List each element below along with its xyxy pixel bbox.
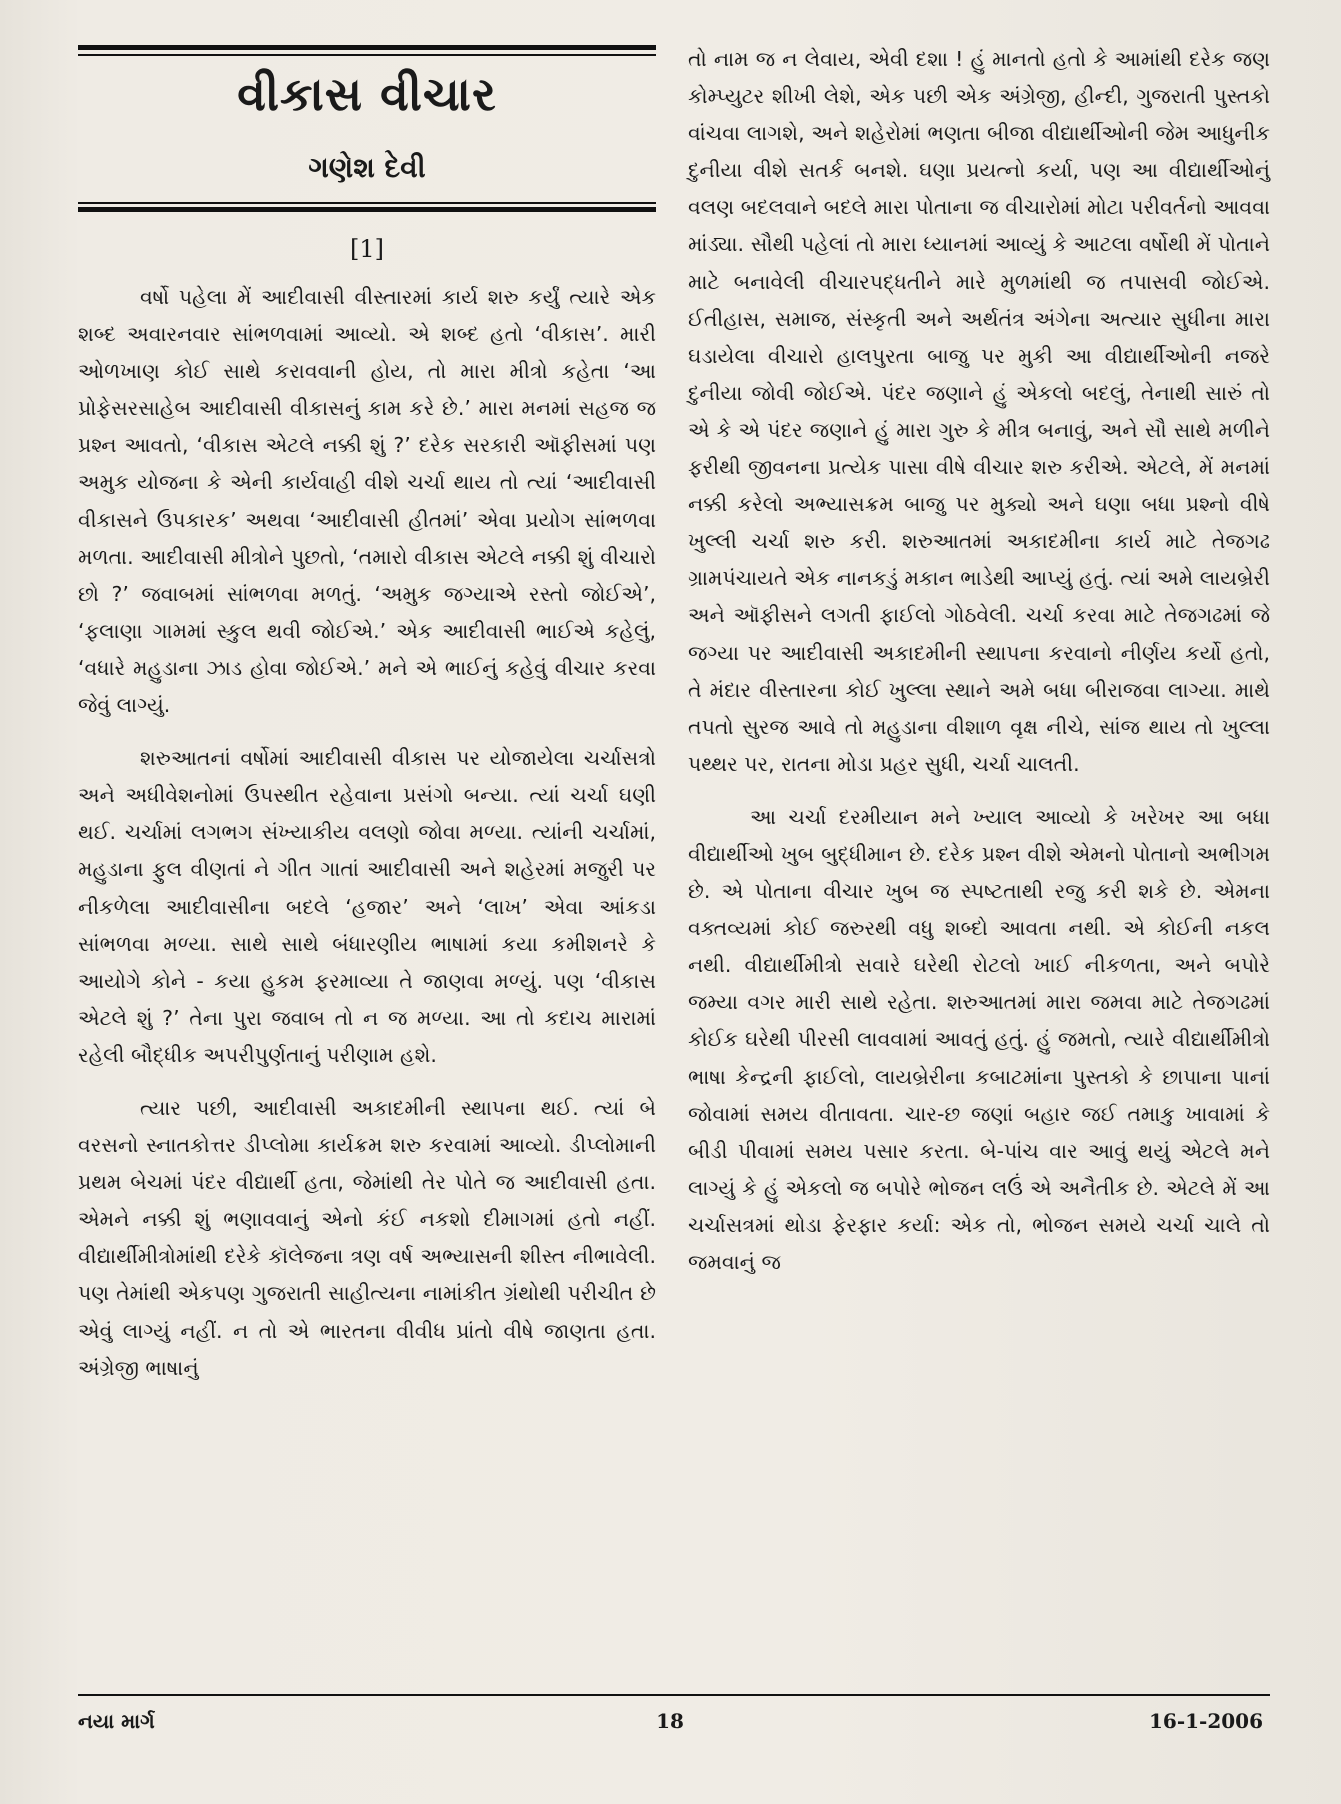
paragraph: આ ચર્ચા દરમીયાન મને ખ્યાલ આવ્યો કે ખરેખર આ બધા વીદ્યાર્થીઓ ખુબ બુદ્ધીમાન છે. દરેક પ્રશ્ન વીશે એમનો પોતાનો અભીગમ છે. એ પોતાના વીચાર ખુબ જ સ્પષ્ટતાથી રજુ કરી શકે છે. એમના વક્તવ્યમાં કોઈ જરુરથી વધુ શબ્દો આવતા નથી. એ કોઈની નકલ નથી. વીદ્યાર્થીમીત્રો સવારે ઘરેથી રોટલો ખાઈ નીકળતા, અને બપોરે જમ્યા વગર મારી સાથે રહેતા. શરુઆતમાં મારા જમવા માટે તેજગઢમાં કોઈક ઘરેથી પીરસી લાવવામાં આવતું હતું. હું જમતો, ત્યારે વીદ્યાર્થીમીત્રો ભાષા કેન્દ્રની ફાઈલો, લાયબ્રેરીના કબાટમાંના પુસ્તકો કે છાપાના પાનાં જોવામાં સમય વીતાવતા. ચાર-છ જણાં બહાર જઈ તમાકુ ખાવામાં કે બીડી પીવામાં સમય પસાર કરતા. બે-પાંચ વાર આવું થયું એટલે મને લાગ્યું કે હું એકલો જ બપોરે ભોજન લઉં એ અનૈતીક છે. એટલે મેં આ ચર્ચાસત્રમાં થોડા ફેરફાર કર્યા: એક તો, ભોજન સમયે ચર્ચા ચાલે તો જમવાનું જ [688, 804, 1270, 1274]
header-bottom-rule-thick [78, 207, 656, 212]
header-top-rule-thick [78, 45, 656, 50]
header-bottom-rule-thin [78, 202, 656, 204]
left-column [78, 279, 656, 1387]
paragraph: ત્યાર પછી, આદીવાસી અકાદમીની સ્થાપના થઈ. ત્યાં બે વરસનો સ્નાતકોત્તર ડીપ્લોમા કાર્યક્રમ શરુ કરવામાં આવ્યો. ડીપ્લોમાની પ્રથમ બેચમાં પંદર વીદ્યાર્થી હતા, જેમાંથી તેર પોતે જ આદીવાસી હતા. એમને નક્કી શું ભણાવવાનું એનો કંઈ નકશો દીમાગમાં હતો નહીં. વીદ્યાર્થીમીત્રોમાંથી દરેકે કૉલેજના ત્રણ વર્ષ અભ્યાસની શીસ્ત નીભાવેલી. પણ તેમાંથી એકપણ ગુજરાતી સાહીત્યના નામાંકીત ગ્રંથોથી પરીચીત છે એવું લાગ્યું નહીં. ન તો એ ભારતના વીવીધ પ્રાંતો વીષે જાણતા હતા. અંગ્રેજી ભાષાનું [78, 1095, 656, 1380]
paragraph: તો નામ જ ન લેવાય, એવી દશા ! હું માનતો હતો કે આમાંથી દરેક જણ કોમ્પ્યુટર શીખી લેશે, એક પછી એક અંગ્રેજી, હીન્દી, ગુજરાતી પુસ્તકો વાંચવા લાગશે, અને શહેરોમાં ભણતા બીજા વીદ્યાર્થીઓની જેમ આધુનીક દુનીયા વીશે સતર્ક બનશે. ઘણા પ્રયત્નો કર્યા, પણ આ વીદ્યાર્થીઓનું વલણ બદલવાને બદલે મારા પોતાના જ વીચારોમાં મોટા પરીવર્તનો આવવા માંડ્યા. સૌથી પહેલાં તો મારા ધ્યાનમાં આવ્યું કે આટલા વર્ષોથી મેં પોતાને માટે બનાવેલી વીચારપદ્ધતીને મારે મુળમાંથી જ તપાસવી જોઈએ. ઈતીહાસ, સમાજ, સંસ્કૃતી અને અર્થતંત્ર અંગેના અત્યાર સુધીના મારા ઘડાયેલા વીચારો હાલપુરતા બાજુ પર મુકી આ વીદ્યાર્થીઓની નજરે દુનીયા જોવી જોઈએ. પંદર જણાને હું એકલો બદલું, તેનાથી સારું તો એ કે એ પંદર જણાને હું મારા ગુરુ કે મીત્ર બનાવું, અને સૌ સાથે મળીને ફરીથી જીવનના પ્રત્યેક પાસા વીષે વીચાર શરુ કરીએ. એટલે, મેં મનમાં નક્કી કરેલો અભ્યાસક્રમ બાજુ પર મુક્યો અને ઘણા બધા પ્રશ્નો વીષે ખુલ્લી ચર્ચા શરુ કરી. શરુઆતમાં અકાદમીના કાર્ય માટે તેજગઢ ગ્રામપંચાયતે એક નાનકડું મકાન ભાડેથી આપ્યું હતું. ત્યાં અમે લાયબ્રેરી અને ઑફીસને લગતી ફાઈલો ગોઠવેલી. ચર્ચા કરવા માટે તેજગઢમાં જે જગ્યા પર આદીવાસી અકાદમીની સ્થાપના કરવાનો નીર્ણય કર્યો હતો, તે મંદાર વીસ્તારના કોઈ ખુલ્લા સ્થાને અમે બધા બીરાજવા લાગ્યા. માથે તપતો સુરજ આવે તો મહુડાના વીશાળ વૃક્ષ નીચે, સાંજ થાય તો ખુલ્લા પથ્થર પર, રાતના મોડા પ્રહર સુધી, ચર્ચા ચાલતી. [688, 47, 1270, 776]
header-top-rule-thin [78, 54, 656, 56]
paragraph: શરુઆતનાં વર્ષોમાં આદીવાસી વીકાસ પર યોજાયેલા ચર્ચાસત્રો અને અધીવેશનોમાં ઉપસ્થીત રહેવાના પ્રસંગો બન્યા. ત્યાં ચર્ચા ઘણી થઈ. ચર્ચામાં લગભગ સંખ્યાકીય વલણો જોવા મળ્યા. ત્યાંની ચર્ચામાં, મહુડાના ફુલ વીણતાં ને ગીત ગાતાં આદીવાસી અને શહેરમાં મજુરી પર નીકળેલા આદીવાસીના બદલે ‘હજાર’ અને ‘લાખ’ એવા આંકડા સાંભળવા મળ્યા. સાથે સાથે બંધારણીય ભાષામાં કયા કમીશનરે કે આયોગે કોને - કયા હુકમ ફરમાવ્યા તે જાણવા મળ્યું. પણ ‘વીકાસ એટલે શું ?’ તેના પુરા જવાબ તો ન જ મળ્યા. આ તો કદાચ મારામાં રહેલી બૌદ્ધીક અપરીપુર્ણતાનું પરીણામ હશે. [78, 746, 656, 1067]
article-author: ગણેશ દેવી [308, 151, 426, 184]
article-title: વીકાસ વીચાર [237, 67, 497, 121]
issue-date: 16-1-2006 [1148, 1709, 1263, 1733]
footer-rule [78, 1694, 1270, 1696]
paragraph: વર્ષો પહેલા મેં આદીવાસી વીસ્તારમાં કાર્ય શરુ કર્યું ત્યારે એક શબ્દ અવારનવાર સાંભળવામાં આવ્યો. એ શબ્દ હતો ‘વીકાસ’. મારી ઓળખાણ કોઈ સાથે કરાવવાની હોય, તો મારા મીત્રો કહેતા ‘આ પ્રોફેસરસાહેબ આદીવાસી વીકાસનું કામ કરે છે.’ મારા મનમાં સહજ જ પ્રશ્ન આવતો, ‘વીકાસ એટલે નક્કી શું ?’ દરેક સરકારી ઑફીસમાં પણ અમુક યોજના કે એની કાર્યવાહી વીશે ચર્ચા થાય તો ત્યાં ‘આદીવાસી વીકાસને ઉપકારક’ અથવા ‘આદીવાસી હીતમાં’ એવા પ્રયોગ સાંભળવા મળતા. આદીવાસી મીત્રોને પુછતો, ‘તમારો વીકાસ એટલે નક્કી શું વીચારો છો ?’ જવાબમાં સાંભળવા મળતું. ‘અમુક જગ્યાએ રસ્તો જોઈએ’, ‘ફલાણા ગામમાં સ્કુલ થવી જોઈએ.’ એક આદીવાસી ભાઈએ કહેલું, ‘વધારે મહુડાના ઝાડ હોવા જોઈએ.’ મને એ ભાઈનું કહેવું વીચાર કરવા જેવું લાગ્યું. [78, 285, 656, 718]
right-column [688, 41, 1270, 1281]
section-number: [1] [350, 235, 384, 263]
publication-name: નયા માર્ગ [78, 1709, 155, 1733]
page-number: 18 [656, 1709, 684, 1733]
